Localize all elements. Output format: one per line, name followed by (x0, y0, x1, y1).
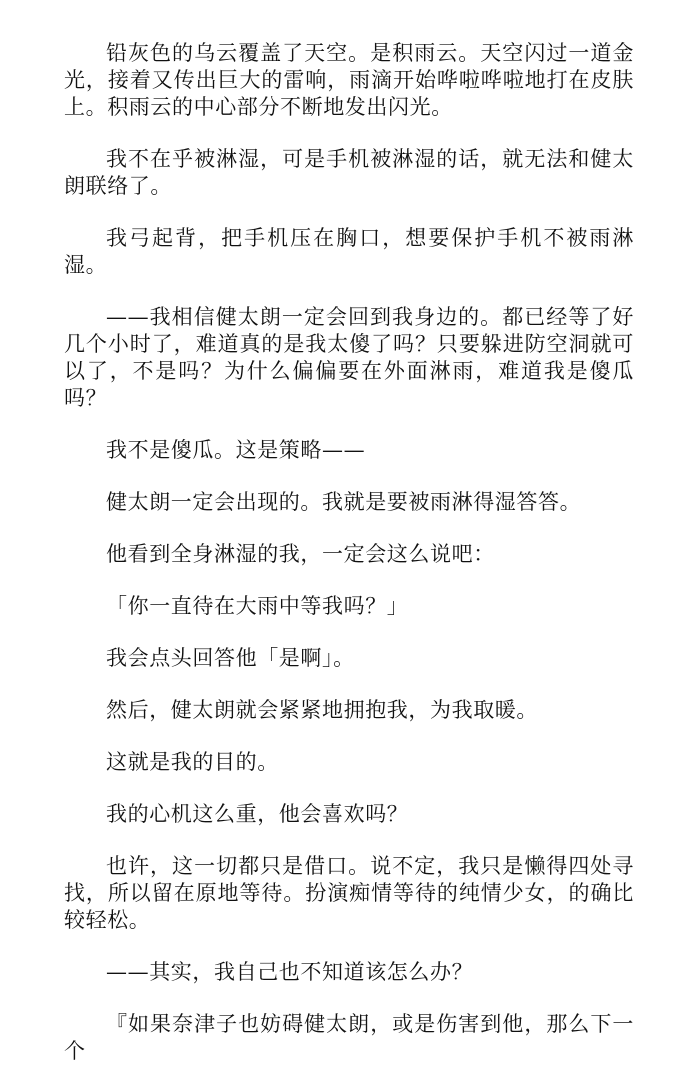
paragraph: 铅灰色的乌云覆盖了天空。是积雨云。天空闪过一道金光，接着又传出巨大的雷响，雨滴开始哗啦哗啦地打在皮肤上。积雨云的中心部分不断地发出闪光。 (64, 41, 634, 119)
paragraph: 也许，这一切都只是借口。说不定，我只是懒得四处寻找，所以留在原地等待。扮演痴情等待的纯情少女，的确比较轻松。 (64, 854, 634, 932)
paragraph: 他看到全身淋湿的我，一定会这么说吧： (106, 542, 495, 566)
paragraph: 然后，健太朗就会紧紧地拥抱我，为我取暖。 (106, 698, 538, 722)
paragraph: 这就是我的目的。 (106, 750, 279, 774)
paragraph: 我的心机这么重，他会喜欢吗？ (106, 802, 409, 826)
paragraph: 我不是傻瓜。这是策略—— (106, 438, 366, 462)
paragraph: 我不在乎被淋湿，可是手机被淋湿的话，就无法和健太朗联络了。 (64, 147, 634, 198)
document-page (64, 40, 634, 1065)
paragraph: 『如果奈津子也妨碍健太朗，或是伤害到他，那么下一个 (64, 1012, 634, 1063)
paragraph: ——我相信健太朗一定会回到我身边的。都已经等了好几个小时了，难道真的是我太傻了吗？只要躲进防空洞就可以了，不是吗？为什么偏偏要在外面淋雨，难道我是傻瓜吗？ (64, 305, 634, 410)
paragraph: 「你一直待在大雨中等我吗？」 (106, 594, 409, 618)
paragraph: 健太朗一定会出现的。我就是要被雨淋得湿答答。 (106, 490, 582, 514)
paragraph: 我会点头回答他「是啊」。 (106, 646, 355, 670)
paragraph: ——其实，我自己也不知道该怎么办？ (106, 960, 474, 984)
paragraph: 我弓起背，把手机压在胸口，想要保护手机不被雨淋湿。 (64, 226, 634, 277)
